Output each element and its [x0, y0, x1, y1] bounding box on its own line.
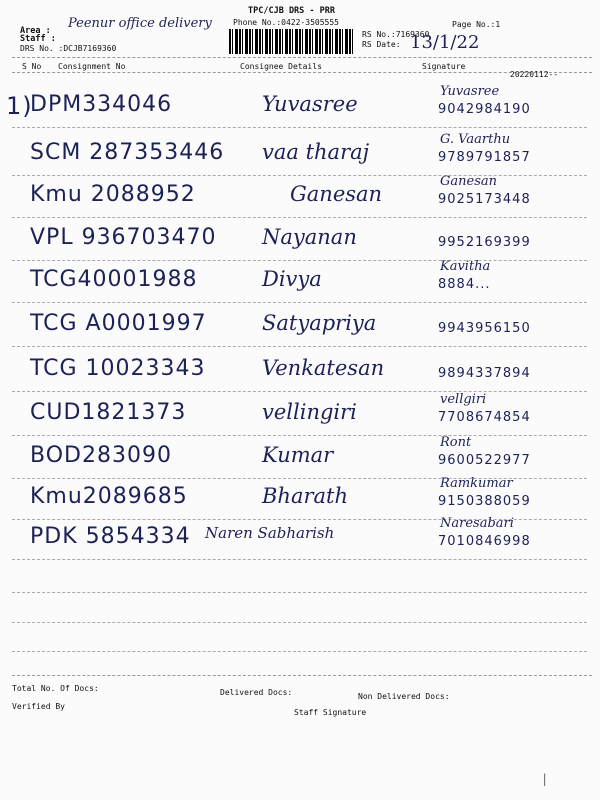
signature-phone: 9025173448: [438, 192, 531, 207]
col-signature: Signature: [422, 62, 466, 71]
consignment-number: TCG40001988: [30, 267, 198, 292]
row-divider: [12, 175, 587, 176]
row-divider: [12, 391, 587, 392]
consignment-number: TCG A0001997: [30, 311, 207, 336]
rs-date-value: 13/1/22: [410, 32, 480, 53]
page-mark: |: [541, 772, 549, 786]
rs-date-label: RS Date:: [362, 40, 401, 49]
signature-phone: 9952169399: [438, 235, 531, 250]
consignment-number: PDK 5854334: [30, 524, 191, 549]
row-divider: [12, 127, 587, 128]
consignment-number: Kmu 2088952: [30, 182, 196, 207]
consignee-name: Bharath: [262, 484, 348, 508]
col-consignee: Consignee Details: [240, 62, 322, 71]
consignment-number: VPL 936703470: [30, 225, 217, 250]
consignment-number: Kmu2089685: [30, 484, 188, 509]
delivered-docs-label: Delivered Docs:: [220, 688, 293, 697]
row-divider: [12, 302, 587, 303]
col-sno: S No: [22, 62, 42, 71]
consignment-number: SCM 287353446: [30, 140, 225, 165]
total-docs-label: Total No. Of Docs:: [12, 684, 99, 693]
staff-label: Staff :: [20, 34, 56, 44]
consignment-number: CUD1821373: [30, 400, 187, 425]
signature-phone: 9894337894: [438, 366, 531, 381]
consignment-number: DPM334046: [30, 92, 173, 117]
signature-name: Kavitha: [440, 259, 491, 274]
consignee-name: Satyapriya: [262, 311, 377, 335]
date-stamp: 20220112--: [510, 70, 559, 79]
consignee-name: Yuvasree: [262, 92, 358, 116]
signature-name: Ganesan: [440, 174, 497, 189]
signature-phone: 9600522977: [438, 453, 531, 468]
area-label: Area :: [20, 26, 51, 36]
consignment-number: TCG 10023343: [30, 356, 206, 381]
barcode: [229, 29, 353, 54]
phone-number: Phone No.:0422-3505555: [233, 18, 339, 27]
consignee-name: Venkatesan: [262, 356, 385, 380]
signature-phone: 9042984190: [438, 102, 531, 117]
staff-signature-label: Staff Signature: [294, 708, 367, 717]
consignee-name: vellingiri: [262, 400, 357, 424]
signature-name: vellgiri: [440, 392, 487, 407]
signature-phone: 7010846998: [438, 534, 531, 549]
consignee-name: Kumar: [262, 443, 334, 467]
area-value: Peenur office delivery: [68, 16, 212, 31]
non-delivered-docs-label: Non Delivered Docs:: [358, 692, 450, 701]
row-divider: [12, 559, 587, 560]
signature-phone: 9150388059: [438, 494, 531, 509]
drs-number: DRS No. :DCJB7169360: [20, 44, 117, 53]
row-number: 1): [6, 92, 33, 120]
rs-number: RS No.:7169360: [362, 30, 430, 39]
signature-name: G. Vaarthu: [440, 132, 511, 147]
signature-phone: 9943956150: [438, 321, 531, 336]
document-title: TPC/CJB DRS - PRR: [248, 6, 335, 16]
signature-phone: 7708674854: [438, 410, 531, 425]
signature-name: Ramkumar: [440, 476, 513, 491]
row-divider: [12, 260, 587, 261]
signature-phone: 9789791857: [438, 150, 531, 165]
page-number: Page No.:1: [452, 20, 501, 29]
row-divider: [12, 435, 587, 436]
verified-by-label: Verified By: [12, 702, 65, 711]
signature-name: Yuvasree: [440, 84, 500, 99]
signature-name: Ront: [440, 435, 472, 450]
consignee-name: vaa tharaj: [262, 140, 370, 164]
consignment-number: BOD283090: [30, 443, 172, 468]
consignee-name: Naren Sabharish: [205, 524, 335, 542]
row-divider: [12, 217, 587, 218]
consignee-name: Divya: [262, 267, 322, 291]
row-divider: [12, 346, 587, 347]
consignee-name: Ganesan: [290, 182, 383, 206]
signature-name: Naresabari: [440, 516, 514, 531]
col-consignment: Consignment No: [58, 62, 126, 71]
consignee-name: Nayanan: [262, 225, 357, 249]
signature-phone: 8884...: [438, 277, 491, 292]
